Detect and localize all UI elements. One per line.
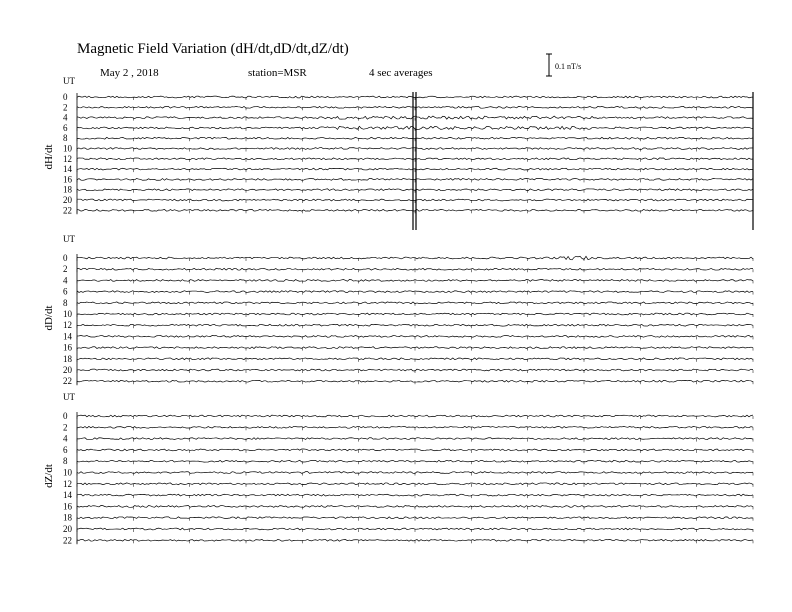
hour-tick-label: 20	[63, 365, 72, 375]
scale-bar	[546, 54, 581, 76]
hour-tick-label: 18	[63, 512, 72, 523]
trace-line	[77, 358, 753, 360]
hour-tick-label: 8	[63, 133, 68, 144]
hour-tick-label: 8	[63, 456, 68, 467]
hour-tick-label: 6	[63, 286, 68, 297]
panel-axis-label: dD/dt	[43, 305, 55, 331]
hour-tick-label: 0	[63, 411, 68, 421]
hour-tick-label: 4	[63, 112, 68, 123]
hour-tick-label: 0	[63, 253, 68, 263]
hour-tick-label: 0	[63, 92, 68, 102]
trace-line	[77, 380, 753, 382]
trace-ticks	[77, 269, 753, 272]
trace-ticks	[77, 169, 753, 172]
hour-tick-label: 2	[63, 264, 68, 275]
hour-tick-label: 16	[63, 174, 72, 185]
hour-tick-label: 6	[63, 122, 68, 133]
trace-ticks	[77, 495, 753, 498]
trace-ticks	[77, 518, 753, 521]
hour-tick-label: 18	[63, 184, 72, 195]
trace-line	[77, 209, 753, 211]
date-label: May 2 , 2018	[100, 67, 159, 79]
hour-tick-label: 22	[63, 376, 72, 387]
panel-axis-label: dZ/dt	[43, 464, 55, 488]
scale-bar-label: 0.1 nT/s	[555, 62, 582, 71]
trace-ticks	[77, 461, 753, 464]
hour-tick-label: 22	[63, 205, 72, 216]
panel-axis-label: dH/dt	[43, 144, 55, 170]
trace-ticks	[77, 439, 753, 442]
ut-label: UT	[63, 234, 75, 244]
hour-tick-label: 14	[63, 490, 72, 501]
hour-tick-label: 18	[63, 353, 72, 364]
hour-tick-label: 12	[63, 153, 72, 164]
trace-ticks	[77, 450, 753, 453]
ut-label: UT	[63, 76, 75, 86]
hour-tick-label: 12	[63, 478, 72, 489]
trace-ticks	[77, 314, 753, 317]
trace-line	[77, 189, 753, 191]
station-label: station=MSR	[248, 67, 307, 79]
hour-tick-label: 4	[63, 275, 68, 286]
panel-dhdt	[43, 76, 753, 230]
trace-ticks	[77, 348, 753, 351]
hour-tick-label: 4	[63, 433, 68, 444]
ut-label: UT	[63, 392, 75, 402]
hour-tick-label: 12	[63, 320, 72, 331]
hour-tick-label: 16	[63, 342, 72, 353]
hour-tick-label: 2	[63, 422, 68, 433]
hour-tick-label: 10	[63, 467, 72, 478]
panel-dddt	[43, 234, 753, 386]
hour-tick-label: 20	[63, 195, 72, 205]
hour-tick-label: 14	[63, 331, 72, 342]
hour-tick-label: 16	[63, 501, 72, 512]
hour-tick-label: 10	[63, 143, 72, 154]
chart-title: Magnetic Field Variation (dH/dt,dD/dt,dZ/dt)	[77, 41, 349, 57]
hour-tick-label: 20	[63, 524, 72, 534]
hour-tick-label: 8	[63, 297, 68, 308]
hour-tick-label: 6	[63, 444, 68, 455]
panel-dzdt	[43, 392, 753, 545]
hour-tick-label: 2	[63, 102, 68, 113]
hour-tick-label: 22	[63, 535, 72, 546]
averaging-label: 4 sec averages	[369, 67, 433, 79]
hour-tick-label: 10	[63, 309, 72, 319]
hour-tick-label: 14	[63, 164, 72, 175]
